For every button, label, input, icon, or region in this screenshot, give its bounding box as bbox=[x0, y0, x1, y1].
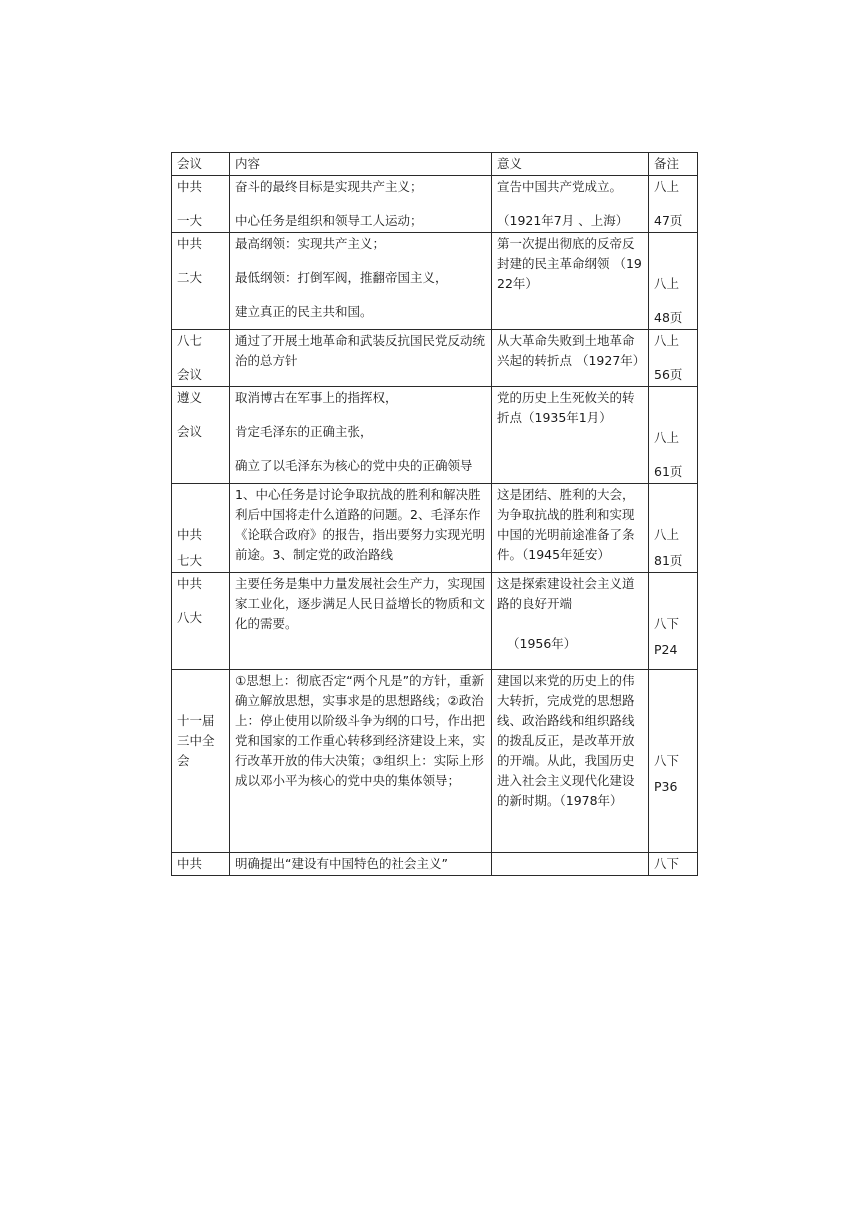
meaning-text: 党的历史上生死攸关的转折点（1935年1月） bbox=[497, 390, 635, 425]
meaning-text: （1921年7月 、上海） bbox=[497, 213, 629, 228]
note-cell bbox=[649, 233, 698, 330]
meeting-name: 一大 bbox=[177, 213, 203, 228]
content-text: ①思想上：彻底否定“两个凡是”的方针，重新确立解放思想，实事求是的思想路线；②政治上：停止使用以阶级斗争为纲的口号，作出把党和国家的工作重心转移到经济建设上来，实行改革开放的伟大决策；③组织上：实际上形成以邓小平为核心的党中央的集体领导； bbox=[235, 673, 486, 788]
note-cell bbox=[649, 573, 698, 670]
meeting-name: 会议 bbox=[177, 424, 203, 439]
meetings-table bbox=[171, 152, 698, 876]
content-text: 奋斗的最终目标是实现共产主义； bbox=[235, 179, 423, 194]
meaning-text: 宣告中国共产党成立。 bbox=[497, 179, 623, 194]
header-meaning: 意义 bbox=[492, 153, 649, 176]
content-cell bbox=[230, 176, 492, 233]
meaning-text: 第一次提出彻底的反帝反封建的民主革命纲领 （1922年） bbox=[497, 236, 642, 291]
table-row bbox=[172, 853, 698, 876]
meeting-cell bbox=[172, 387, 230, 484]
content-cell bbox=[230, 233, 492, 330]
meeting-cell bbox=[172, 670, 230, 853]
meeting-cell bbox=[172, 484, 230, 573]
content-text: 主要任务是集中力量发展社会生产力，实现国家工业化，逐步满足人民日益增长的物质和文化的需要。 bbox=[235, 576, 486, 631]
meaning-cell bbox=[492, 573, 649, 670]
content-text: 最高纲领：实现共产主义； bbox=[235, 236, 386, 251]
note-text: 八下 bbox=[654, 616, 680, 631]
meaning-cell bbox=[492, 330, 649, 387]
content-cell bbox=[230, 484, 492, 573]
note-text: 48页 bbox=[654, 310, 683, 325]
meeting-cell bbox=[172, 853, 230, 876]
meeting-name: 八七 bbox=[177, 333, 203, 348]
meeting-name: 遵义 bbox=[177, 390, 203, 405]
meeting-name: 中共 bbox=[177, 527, 203, 542]
note-cell bbox=[649, 853, 698, 876]
note-text: 八上 bbox=[654, 430, 680, 445]
meaning-text: （1956年） bbox=[507, 636, 577, 651]
content-cell bbox=[230, 853, 492, 876]
note-text: P36 bbox=[654, 779, 678, 794]
meaning-cell bbox=[492, 176, 649, 233]
content-text: 肯定毛泽东的正确主张， bbox=[235, 424, 373, 439]
content-text: 通过了开展土地革命和武装反抗国民党反动统治的总方针 bbox=[235, 333, 486, 368]
note-cell bbox=[649, 484, 698, 573]
content-text: 取消博古在军事上的指挥权， bbox=[235, 390, 398, 405]
meaning-cell bbox=[492, 387, 649, 484]
header-meeting: 会议 bbox=[172, 153, 230, 176]
content-cell bbox=[230, 387, 492, 484]
meeting-name: 会议 bbox=[177, 367, 203, 382]
meeting-name: 中共 bbox=[177, 236, 203, 251]
meaning-cell bbox=[492, 853, 649, 876]
content-cell bbox=[230, 330, 492, 387]
note-cell bbox=[649, 330, 698, 387]
content-text: 确立了以毛泽东为核心的党中央的正确领导 bbox=[235, 458, 473, 473]
note-text: 八下 bbox=[654, 856, 680, 871]
header-note: 备注 bbox=[649, 153, 698, 176]
note-text: 八上 bbox=[654, 179, 680, 194]
meeting-cell bbox=[172, 233, 230, 330]
content-text: 建立真正的民主共和国。 bbox=[235, 304, 373, 319]
header-content: 内容 bbox=[230, 153, 492, 176]
table-header-row bbox=[172, 153, 698, 176]
meeting-name: 中共 bbox=[177, 179, 203, 194]
table-row bbox=[172, 387, 698, 484]
table-row bbox=[172, 176, 698, 233]
note-text: 61页 bbox=[654, 464, 683, 479]
meeting-name: 中共 bbox=[177, 576, 203, 591]
content-text: 明确提出“建设有中国特色的社会主义” bbox=[235, 856, 448, 871]
meeting-cell bbox=[172, 176, 230, 233]
meaning-cell bbox=[492, 484, 649, 573]
meaning-cell bbox=[492, 233, 649, 330]
note-cell bbox=[649, 387, 698, 484]
note-text: 八上 bbox=[654, 276, 680, 291]
table-row bbox=[172, 233, 698, 330]
content-cell bbox=[230, 573, 492, 670]
meaning-text: 从大革命失败到土地革命兴起的转折点 （1927年） bbox=[497, 333, 646, 368]
meeting-cell bbox=[172, 330, 230, 387]
meeting-cell bbox=[172, 573, 230, 670]
note-text: P24 bbox=[654, 642, 678, 657]
meaning-text: 建国以来党的历史上的伟大转折，完成党的思想路线、政治路线和组织路线的拨乱反正，是改革开放的开端。从此，我国历史进入社会主义现代化建设的新时期。（1978年） bbox=[497, 673, 635, 808]
meaning-text: 这是团结、胜利的大会，为争取抗战的胜利和实现中国的光明前途准备了条件。（1945年延安） bbox=[497, 487, 635, 562]
meeting-name: 七大 bbox=[177, 553, 203, 568]
note-text: 八上 bbox=[654, 527, 680, 542]
note-text: 47页 bbox=[654, 213, 683, 228]
meaning-cell bbox=[492, 670, 649, 853]
note-text: 56页 bbox=[654, 367, 683, 382]
note-text: 八上 bbox=[654, 333, 680, 348]
meeting-name: 中共 bbox=[177, 856, 203, 871]
note-text: 八下 bbox=[654, 753, 680, 768]
note-cell bbox=[649, 176, 698, 233]
table-row bbox=[172, 330, 698, 387]
content-text: 1、中心任务是讨论争取抗战的胜利和解决胜利后中国将走什么道路的问题。2、毛泽东作《论联合政府》的报告，指出要努力实现光明前途。3、制定党的政治路线 bbox=[235, 487, 486, 562]
table-row bbox=[172, 573, 698, 670]
note-cell bbox=[649, 670, 698, 853]
content-text: 最低纲领：打倒军阀，推翻帝国主义， bbox=[235, 270, 448, 285]
meeting-name: 十一届三中全会 bbox=[177, 713, 215, 768]
meaning-text: 这是探索建设社会主义道路的良好开端 bbox=[497, 576, 635, 611]
content-text: 中心任务是组织和领导工人运动； bbox=[235, 213, 423, 228]
meeting-name: 二大 bbox=[177, 270, 203, 285]
table-row bbox=[172, 484, 698, 573]
note-text: 81页 bbox=[654, 553, 683, 568]
meeting-name: 八大 bbox=[177, 610, 203, 625]
content-cell bbox=[230, 670, 492, 853]
table-row bbox=[172, 670, 698, 853]
